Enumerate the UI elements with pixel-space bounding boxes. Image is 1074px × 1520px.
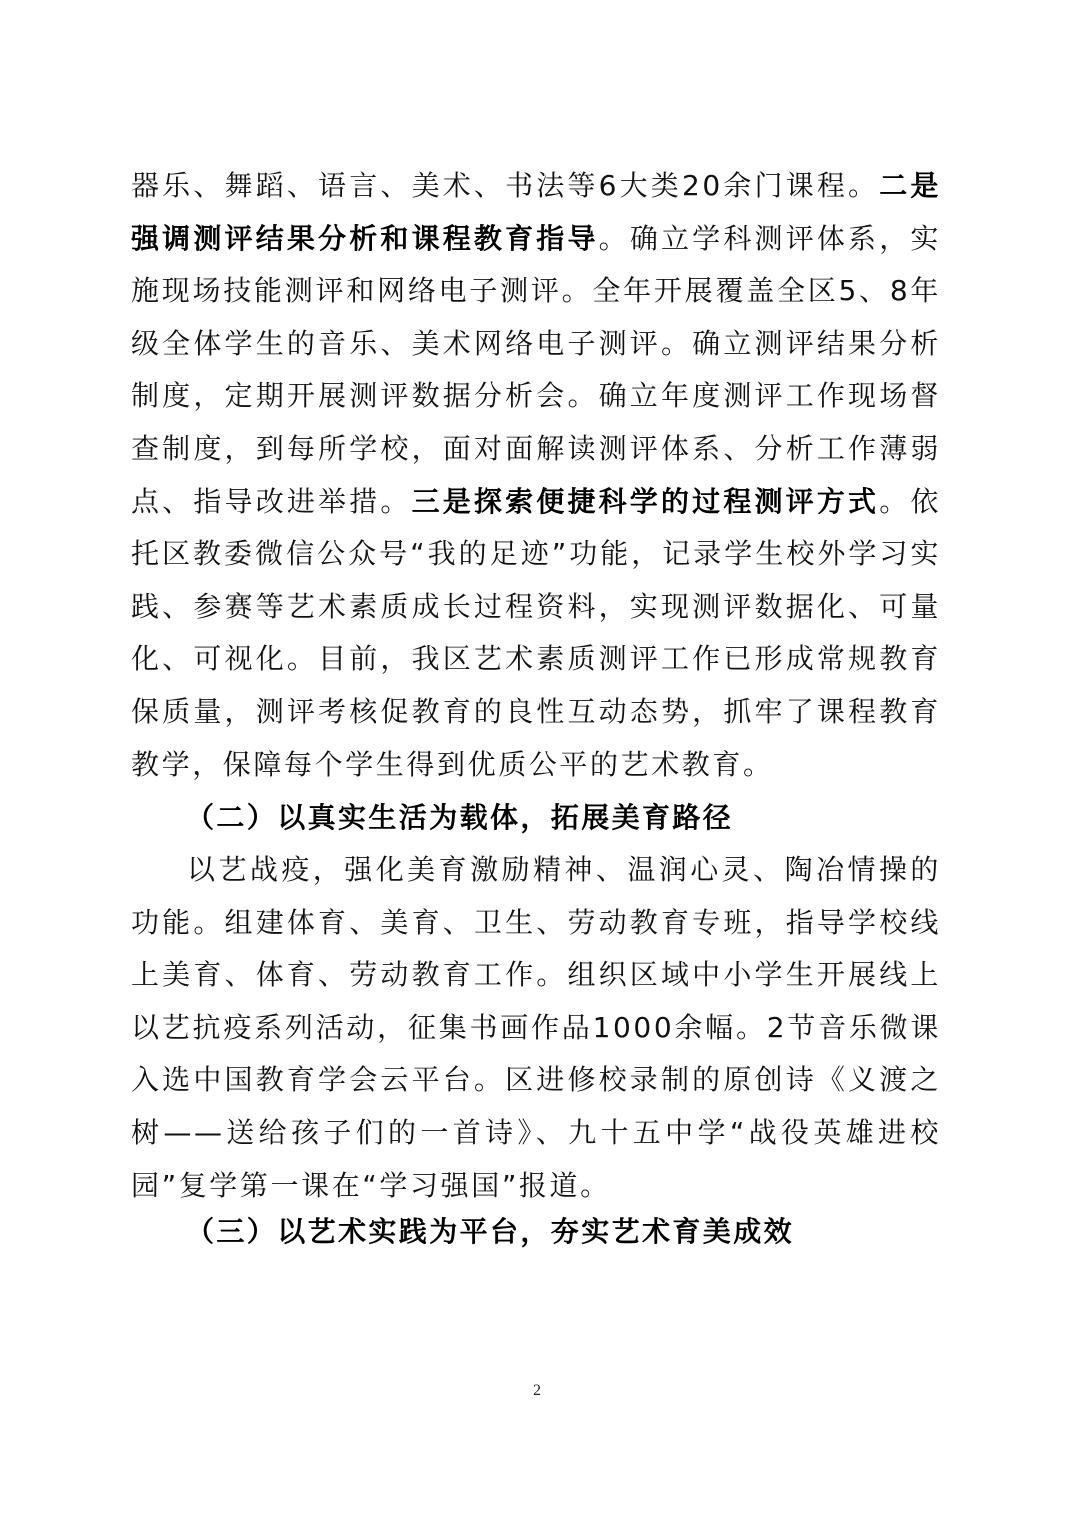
text-segment: 。确立学科测评体系，实施现场技能测评和网络电子测评。全年开展覆盖全区5、8年级全体学生的音乐、美术网络电子测评。确立测评结果分析制度，定期开展测评数据分析会。确立年度测评工作现场督查制度，到每所学校，面对面解读测评体系、分析工作薄弱点、指导改进举措。 <box>131 221 941 518</box>
text-segment: 。依托区教委微信公众号“我的足迹”功能，记录学生校外学习实践、参赛等艺术素质成长过程资料，实现测评数据化、可量化、可视化。目前，我区艺术素质测评工作已形成常规教育保质量，测评考核促教育的良性互动态势，抓牢了课程教育教学，保障每个学生得到优质公平的艺术教育。 <box>131 484 941 781</box>
text-segment: 器乐、舞蹈、语言、美术、书法等6大类20余门课程。 <box>131 169 880 202</box>
page-number: 2 <box>533 1382 541 1399</box>
bold-key-point: 二是强调测评结果分析和课程教育指导 <box>131 169 941 255</box>
bold-key-point: 三是探索便捷科学的过程测评方式 <box>411 484 880 518</box>
body-paragraph: 以艺战疫，强化美育激励精神、温润心灵、陶冶情操的功能。组建体育、美育、卫生、劳动教育专班，指导学校线上美育、体育、劳动教育工作。组织区域中小学生开展线上以艺抗疫系列活动，征集书画作品1000余幅。2节音乐微课入选中国教育学会云平台。区进修校录制的原创诗《义渡之树——送给孩子们的一首诗》、九十五中学“战役英雄进校园”复学第一课在“学习强国”报道。 <box>131 853 941 1202</box>
section-heading: （二）以真实生活为载体，拓展美育路径 <box>186 801 734 834</box>
body-paragraph <box>131 160 941 791</box>
section-heading: （三）以艺术实践为平台，夯实艺术育美成效 <box>186 1215 795 1248</box>
